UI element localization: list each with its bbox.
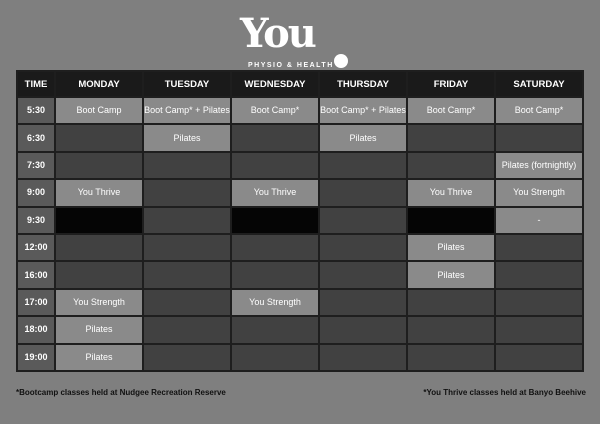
- blocked-cell: [231, 207, 319, 234]
- time-cell: 9:00: [17, 179, 55, 206]
- empty-cell: [143, 316, 231, 343]
- empty-cell: [55, 124, 143, 151]
- empty-cell: [407, 316, 495, 343]
- footnote-you-thrive: *You Thrive classes held at Banyo Beehive: [423, 388, 586, 397]
- class-cell: Pilates (fortnightly): [495, 152, 583, 179]
- empty-cell: [319, 344, 407, 371]
- empty-cell: [143, 344, 231, 371]
- brand-tagline: PHYSIO & HEALTH: [248, 62, 334, 69]
- class-timetable: [16, 70, 584, 372]
- empty-cell: [143, 261, 231, 288]
- class-cell: Boot Camp*: [407, 97, 495, 124]
- header-saturday: SATURDAY: [495, 71, 583, 97]
- table-row: [17, 179, 583, 206]
- empty-cell: [55, 234, 143, 261]
- time-cell: 17:00: [17, 289, 55, 316]
- empty-cell: [231, 234, 319, 261]
- time-cell: 6:30: [17, 124, 55, 151]
- empty-cell: [495, 234, 583, 261]
- class-cell: Boot Camp*: [231, 97, 319, 124]
- empty-cell: [495, 124, 583, 151]
- empty-cell: [495, 344, 583, 371]
- empty-cell: [55, 261, 143, 288]
- table-row: [17, 316, 583, 343]
- empty-cell: [407, 289, 495, 316]
- table-row: [17, 234, 583, 261]
- header-wednesday: WEDNESDAY: [231, 71, 319, 97]
- empty-cell: [495, 316, 583, 343]
- blocked-cell: [407, 207, 495, 234]
- header-tuesday: TUESDAY: [143, 71, 231, 97]
- blocked-cell: [55, 207, 143, 234]
- class-cell: You Strength: [231, 289, 319, 316]
- empty-cell: [319, 152, 407, 179]
- empty-cell: [231, 152, 319, 179]
- class-cell: You Strength: [495, 179, 583, 206]
- class-cell: You Thrive: [55, 179, 143, 206]
- table-row: [17, 261, 583, 288]
- empty-cell: [319, 207, 407, 234]
- time-cell: 9:30: [17, 207, 55, 234]
- empty-cell: [143, 152, 231, 179]
- class-cell: Pilates: [407, 234, 495, 261]
- header-friday: FRIDAY: [407, 71, 495, 97]
- brand-word: You: [240, 10, 315, 57]
- table-row: [17, 124, 583, 151]
- class-cell: Pilates: [319, 124, 407, 151]
- empty-cell: [143, 207, 231, 234]
- time-cell: 18:00: [17, 316, 55, 343]
- table-row: [17, 152, 583, 179]
- time-cell: 7:30: [17, 152, 55, 179]
- header-time: TIME: [17, 71, 55, 97]
- header-monday: MONDAY: [55, 71, 143, 97]
- table-row: [17, 289, 583, 316]
- header-row: [17, 71, 583, 97]
- footnote-bootcamp: *Bootcamp classes held at Nudgee Recreation Reserve: [16, 388, 226, 397]
- empty-cell: [319, 316, 407, 343]
- class-cell: You Thrive: [407, 179, 495, 206]
- empty-cell: [143, 179, 231, 206]
- class-cell: Pilates: [55, 316, 143, 343]
- class-cell: Pilates: [407, 261, 495, 288]
- time-cell: 12:00: [17, 234, 55, 261]
- empty-cell: [319, 289, 407, 316]
- class-cell: -: [495, 207, 583, 234]
- class-cell: Boot Camp: [55, 97, 143, 124]
- empty-cell: [231, 124, 319, 151]
- header-thursday: THURSDAY: [319, 71, 407, 97]
- class-cell: Boot Camp* + Pilates: [319, 97, 407, 124]
- empty-cell: [143, 234, 231, 261]
- empty-cell: [231, 261, 319, 288]
- class-cell: You Thrive: [231, 179, 319, 206]
- empty-cell: [495, 289, 583, 316]
- empty-cell: [319, 234, 407, 261]
- empty-cell: [319, 261, 407, 288]
- class-cell: Boot Camp* + Pilates: [143, 97, 231, 124]
- class-cell: Boot Camp*: [495, 97, 583, 124]
- empty-cell: [407, 124, 495, 151]
- table-row: [17, 97, 583, 124]
- empty-cell: [231, 316, 319, 343]
- empty-cell: [407, 344, 495, 371]
- empty-cell: [55, 152, 143, 179]
- class-cell: You Strength: [55, 289, 143, 316]
- table-row: [17, 207, 583, 234]
- time-cell: 5:30: [17, 97, 55, 124]
- empty-cell: [143, 289, 231, 316]
- table-row: [17, 344, 583, 371]
- class-cell: Pilates: [55, 344, 143, 371]
- brand-logo: [0, 10, 600, 69]
- empty-cell: [319, 179, 407, 206]
- time-cell: 19:00: [17, 344, 55, 371]
- empty-cell: [231, 344, 319, 371]
- brand-dot-icon: [334, 54, 348, 68]
- class-cell: Pilates: [143, 124, 231, 151]
- time-cell: 16:00: [17, 261, 55, 288]
- empty-cell: [407, 152, 495, 179]
- empty-cell: [495, 261, 583, 288]
